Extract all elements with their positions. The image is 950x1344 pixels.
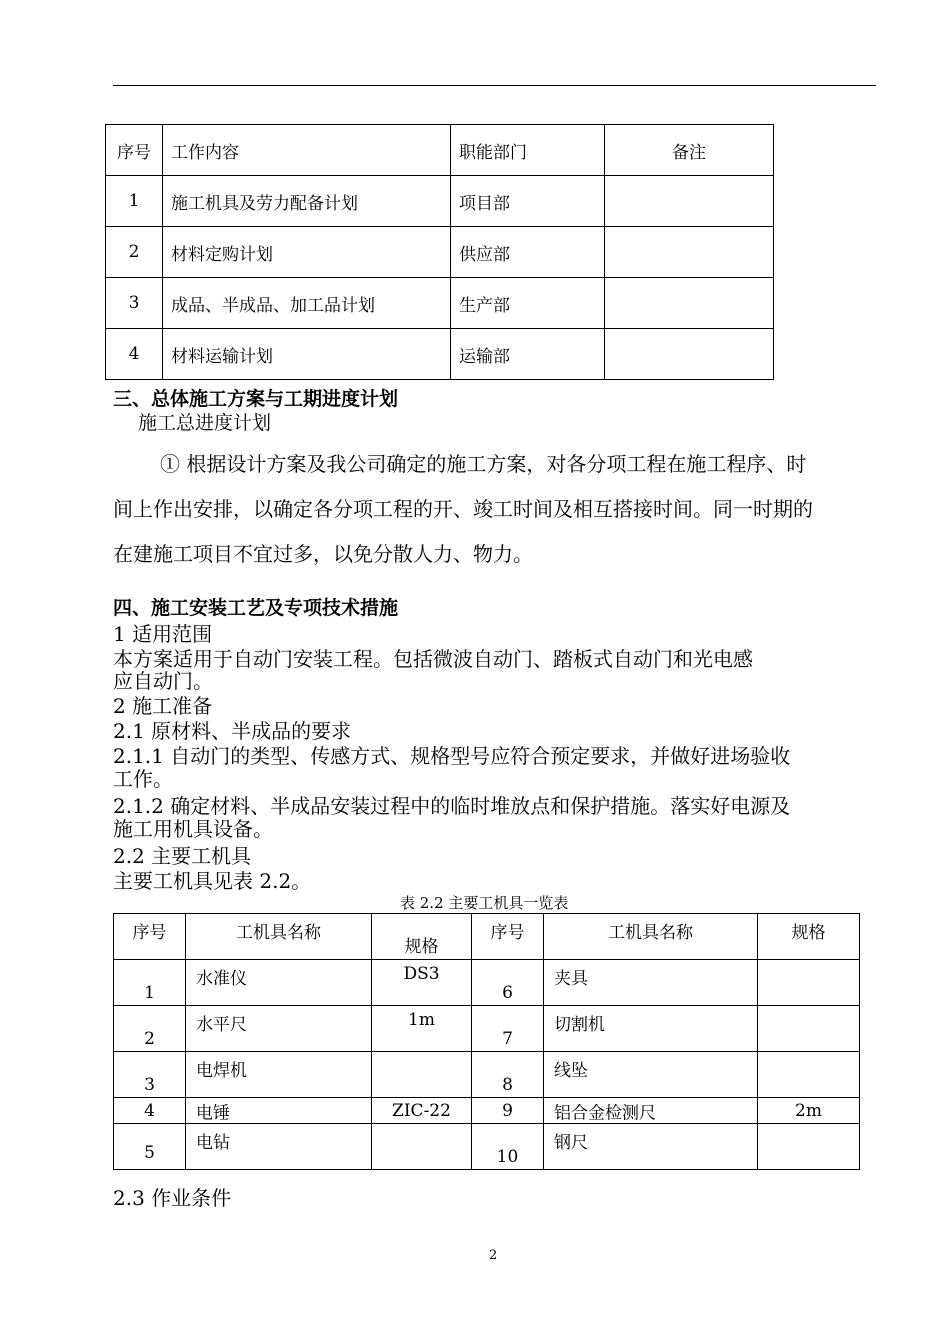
table-header-row (114, 914, 860, 960)
table-cell: 3 (106, 278, 163, 329)
table-cell: 夹具 (554, 969, 588, 989)
text-line: 2.1 原材料、半成品的要求 (113, 719, 352, 743)
paragraph-line: 间上作出安排，以确定各分项工程的开、竣工时间及相互搭接时间。同一时期的 (113, 497, 813, 521)
header-cell: 序号 (490, 923, 525, 943)
table-cell: ZIC-22 (392, 1100, 451, 1121)
text-line: 2.1.1 自动门的类型、传感方式、规格型号应符合预定要求，并做好进场验收 (113, 744, 791, 768)
text-line: 工作。 (113, 767, 173, 791)
table-cell: 铝合金检测尺 (554, 1103, 656, 1123)
table-cell: 项目部 (451, 176, 605, 227)
table-cell (605, 278, 774, 329)
table-cell: 供应部 (451, 227, 605, 278)
text-line: 主要工机具见表 2.2。 (113, 869, 312, 893)
table-row (114, 960, 860, 1006)
table-cell: 1 (106, 176, 163, 227)
table-cell: 钢尺 (554, 1133, 588, 1153)
header-cell: 工作内容 (163, 125, 451, 176)
table-cell: 10 (496, 1147, 519, 1167)
table-cell: 2 (144, 1029, 155, 1049)
table-cell: 2 (106, 227, 163, 278)
table-row (114, 1052, 860, 1098)
text-line: 施工用机具设备。 (113, 817, 273, 841)
table-header-row (106, 125, 774, 176)
table-cell: 生产部 (451, 278, 605, 329)
tools-table (113, 913, 860, 1170)
table-cell: DS3 (403, 964, 440, 984)
section-heading: 三、总体施工方案与工期进度计划 (113, 388, 399, 410)
table-cell: 4 (144, 1100, 155, 1121)
table-cell: 7 (502, 1029, 513, 1049)
text-line: 2.1.2 确定材料、半成品安装过程中的临时堆放点和保护措施。落实好电源及 (113, 794, 791, 818)
text-line: 应自动门。 (113, 669, 213, 693)
table-cell (605, 329, 774, 380)
table-cell: 线坠 (554, 1061, 588, 1081)
text-line: 2.2 主要工机具 (113, 844, 252, 868)
table-row (114, 1124, 860, 1170)
header-rule (113, 85, 876, 86)
table-cell: 1m (408, 1010, 435, 1030)
table-cell: 4 (106, 329, 163, 380)
text-line: 2 施工准备 (113, 694, 213, 718)
paragraph-line: ① 根据设计方案及我公司确定的施工方案，对各分项工程在施工程序、时 (160, 452, 807, 476)
text-line: 本方案适用于自动门安装工程。包括微波自动门、踏板式自动门和光电感 (113, 647, 753, 671)
table-cell: 水准仪 (196, 969, 247, 989)
table-cell: 电锤 (196, 1103, 230, 1123)
header-cell: 规格 (791, 923, 826, 943)
table-cell: 2m (795, 1100, 822, 1121)
header-cell: 工机具名称 (236, 923, 321, 943)
table-cell: 运输部 (451, 329, 605, 380)
table-row (106, 176, 774, 227)
page-number: 2 (489, 1248, 498, 1263)
table-cell: 施工机具及劳力配备计划 (163, 176, 451, 227)
table-cell: 5 (144, 1143, 155, 1163)
table-cell: 材料定购计划 (163, 227, 451, 278)
header-cell: 工机具名称 (608, 923, 693, 943)
header-cell: 备注 (605, 125, 774, 176)
header-cell: 职能部门 (451, 125, 605, 176)
header-cell: 序号 (132, 923, 167, 943)
table-cell: 1 (144, 983, 155, 1003)
table-cell: 成品、半成品、加工品计划 (163, 278, 451, 329)
table-cell: 切割机 (554, 1015, 605, 1035)
table-caption: 表 2.2 主要工机具一览表 (400, 894, 569, 912)
table-row (106, 227, 774, 278)
table-cell: 3 (144, 1075, 155, 1095)
table-cell: 水平尺 (196, 1015, 247, 1035)
table-cell: 8 (502, 1075, 513, 1095)
text-line: 1 适用范围 (113, 622, 213, 646)
work-plan-table (105, 124, 774, 380)
text-line: 2.3 作业条件 (113, 1186, 232, 1210)
paragraph-line: 在建施工项目不宜过多，以免分散人力、物力。 (113, 542, 533, 566)
table-cell: 电焊机 (196, 1061, 247, 1081)
table-cell (605, 176, 774, 227)
header-cell: 序号 (106, 125, 163, 176)
table-row (114, 1098, 860, 1124)
table-row (114, 1006, 860, 1052)
table-row (106, 278, 774, 329)
section-heading: 四、施工安装工艺及专项技术措施 (113, 597, 399, 619)
header-cell: 规格 (404, 937, 439, 957)
subheading: 施工总进度计划 (138, 412, 272, 434)
table-cell: 9 (502, 1100, 513, 1121)
table-cell: 电钻 (196, 1133, 230, 1153)
table-cell (605, 227, 774, 278)
table-cell: 材料运输计划 (163, 329, 451, 380)
table-cell: 6 (502, 983, 513, 1003)
table-row (106, 329, 774, 380)
